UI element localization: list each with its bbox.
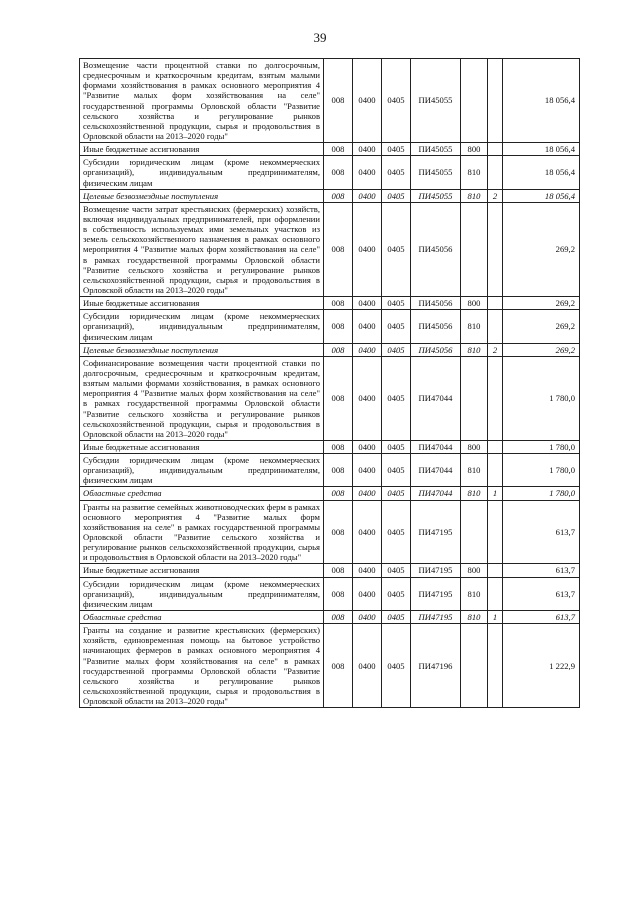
amount: 613,7 — [503, 577, 580, 610]
target-article-code: ПИ47044 — [411, 356, 461, 440]
subsection-code: 0405 — [382, 500, 411, 564]
subsection-code: 0405 — [382, 310, 411, 343]
row-name: Субсидии юридическим лицам (кроме некоммерческих организаций), индивидуальным предпринимателям, физическим лицам — [80, 577, 324, 610]
expense-type-code: 810 — [461, 189, 488, 202]
target-article-code: ПИ45055 — [411, 143, 461, 156]
section-code: 0400 — [353, 143, 382, 156]
funding-source-code — [488, 310, 503, 343]
table-row — [80, 143, 580, 156]
target-article-code: ПИ47195 — [411, 577, 461, 610]
row-name: Возмещение части затрат крестьянских (фермерских) хозяйств, включая индивидуальных предпринимателей, при оформлении в собственность используемых ими земельных участков из земель сельскохозяйственного назначения в рамках основного мероприятия 4 "Развитие малых форм хозяйствования на селе" в рамках государственной программы Орловской области "Развитие сельского хозяйства и регулирование рынков сельскохозяйственной продукции, сырья и продовольствия в Орловской области на 2013–2020 годы" — [80, 202, 324, 296]
table-row — [80, 156, 580, 189]
table-row — [80, 611, 580, 624]
subsection-code: 0405 — [382, 59, 411, 143]
table-row — [80, 440, 580, 453]
amount: 613,7 — [503, 500, 580, 564]
expense-type-code: 810 — [461, 577, 488, 610]
admin-code: 008 — [324, 487, 353, 500]
row-name: Субсидии юридическим лицам (кроме некоммерческих организаций), индивидуальным предпринимателям, физическим лицам — [80, 454, 324, 487]
funding-source-code: 1 — [488, 611, 503, 624]
admin-code: 008 — [324, 500, 353, 564]
table-row — [80, 577, 580, 610]
row-name: Областные средства — [80, 611, 324, 624]
funding-source-code — [488, 356, 503, 440]
amount: 1 780,0 — [503, 487, 580, 500]
section-code: 0400 — [353, 202, 382, 296]
subsection-code: 0405 — [382, 189, 411, 202]
section-code: 0400 — [353, 564, 382, 577]
section-code: 0400 — [353, 189, 382, 202]
row-name: Возмещение части процентной ставки по долгосрочным, среднесрочным и краткосрочным кредитам, взятым малыми формами хозяйствования в рамках основного мероприятия 4 "Развитие малых форм хозяйствования на селе" государственной программы Орловской области "Развитие сельского хозяйства и регулирование рынков сельскохозяйственной продукции, сырья и продовольствия в Орловской области на 2013–2020 годы" — [80, 59, 324, 143]
target-article-code: ПИ47195 — [411, 500, 461, 564]
admin-code: 008 — [324, 297, 353, 310]
section-code: 0400 — [353, 156, 382, 189]
admin-code: 008 — [324, 624, 353, 708]
admin-code: 008 — [324, 440, 353, 453]
funding-source-code — [488, 624, 503, 708]
section-code: 0400 — [353, 297, 382, 310]
subsection-code: 0405 — [382, 577, 411, 610]
funding-source-code — [488, 500, 503, 564]
section-code: 0400 — [353, 59, 382, 143]
section-code: 0400 — [353, 310, 382, 343]
row-name: Целевые безвозмездные поступления — [80, 189, 324, 202]
section-code: 0400 — [353, 343, 382, 356]
expense-type-code — [461, 500, 488, 564]
funding-source-code: 2 — [488, 343, 503, 356]
admin-code: 008 — [324, 156, 353, 189]
row-name: Гранты на развитие семейных животноводческих ферм в рамках основного мероприятия 4 "Развитие малых форм хозяйствования на селе" в рамках государственной программы Орловской области "Развитие сельского хозяйства и регулирование рынков сельскохозяйственной продукции, сырья и продовольствия в Орловской области на 2013–2020 годы" — [80, 500, 324, 564]
subsection-code: 0405 — [382, 143, 411, 156]
table-row — [80, 202, 580, 296]
expense-type-code: 800 — [461, 297, 488, 310]
subsection-code: 0405 — [382, 343, 411, 356]
table-row — [80, 310, 580, 343]
amount: 18 056,4 — [503, 143, 580, 156]
target-article-code: ПИ47044 — [411, 440, 461, 453]
admin-code: 008 — [324, 611, 353, 624]
table-row — [80, 487, 580, 500]
expense-type-code: 810 — [461, 156, 488, 189]
admin-code: 008 — [324, 189, 353, 202]
section-code: 0400 — [353, 487, 382, 500]
funding-source-code — [488, 577, 503, 610]
funding-source-code — [488, 564, 503, 577]
funding-source-code — [488, 454, 503, 487]
subsection-code: 0405 — [382, 564, 411, 577]
expense-type-code: 810 — [461, 454, 488, 487]
table-row — [80, 500, 580, 564]
admin-code: 008 — [324, 310, 353, 343]
subsection-code: 0405 — [382, 440, 411, 453]
funding-source-code: 2 — [488, 189, 503, 202]
table-row — [80, 343, 580, 356]
row-name: Областные средства — [80, 487, 324, 500]
admin-code: 008 — [324, 343, 353, 356]
expense-type-code — [461, 59, 488, 143]
admin-code: 008 — [324, 577, 353, 610]
target-article-code: ПИ47195 — [411, 611, 461, 624]
amount: 269,2 — [503, 202, 580, 296]
amount: 269,2 — [503, 310, 580, 343]
section-code: 0400 — [353, 624, 382, 708]
funding-source-code — [488, 297, 503, 310]
subsection-code: 0405 — [382, 297, 411, 310]
amount: 1 780,0 — [503, 454, 580, 487]
expense-type-code: 810 — [461, 310, 488, 343]
subsection-code: 0405 — [382, 611, 411, 624]
table-row — [80, 564, 580, 577]
target-article-code: ПИ45056 — [411, 202, 461, 296]
expense-type-code: 810 — [461, 611, 488, 624]
admin-code: 008 — [324, 356, 353, 440]
section-code: 0400 — [353, 440, 382, 453]
amount: 613,7 — [503, 611, 580, 624]
amount: 1 780,0 — [503, 356, 580, 440]
expense-type-code: 800 — [461, 564, 488, 577]
admin-code: 008 — [324, 454, 353, 487]
expense-type-code: 800 — [461, 440, 488, 453]
target-article-code: ПИ45056 — [411, 310, 461, 343]
target-article-code: ПИ47196 — [411, 624, 461, 708]
admin-code: 008 — [324, 564, 353, 577]
table-row — [80, 59, 580, 143]
amount: 18 056,4 — [503, 59, 580, 143]
target-article-code: ПИ45055 — [411, 189, 461, 202]
row-name: Целевые безвозмездные поступления — [80, 343, 324, 356]
subsection-code: 0405 — [382, 356, 411, 440]
table-row — [80, 189, 580, 202]
funding-source-code — [488, 143, 503, 156]
subsection-code: 0405 — [382, 487, 411, 500]
expense-type-code — [461, 202, 488, 296]
admin-code: 008 — [324, 143, 353, 156]
admin-code: 008 — [324, 59, 353, 143]
expense-type-code — [461, 356, 488, 440]
subsection-code: 0405 — [382, 624, 411, 708]
amount: 269,2 — [503, 297, 580, 310]
expense-type-code: 810 — [461, 343, 488, 356]
row-name: Гранты на создание и развитие крестьянских (фермерских) хозяйств, единовременная помощь на бытовое устройство начинающих фермеров в рамках основного мероприятия 4 "Развитие малых форм хозяйствования на селе" в рамках государственной программы Орловской области "Развитие сельского хозяйства и регулирование рынков сельскохозяйственной продукции, сырья и продовольствия в Орловской области на 2013–2020 годы" — [80, 624, 324, 708]
table-row — [80, 297, 580, 310]
row-name: Иные бюджетные ассигнования — [80, 297, 324, 310]
target-article-code: ПИ47195 — [411, 564, 461, 577]
target-article-code: ПИ45056 — [411, 343, 461, 356]
amount: 1 222,9 — [503, 624, 580, 708]
table-row — [80, 356, 580, 440]
budget-table — [79, 58, 580, 708]
expense-type-code: 800 — [461, 143, 488, 156]
target-article-code: ПИ47044 — [411, 454, 461, 487]
section-code: 0400 — [353, 500, 382, 564]
table-row — [80, 454, 580, 487]
expense-type-code: 810 — [461, 487, 488, 500]
target-article-code: ПИ45055 — [411, 156, 461, 189]
amount: 18 056,4 — [503, 156, 580, 189]
target-article-code: ПИ45055 — [411, 59, 461, 143]
row-name: Субсидии юридическим лицам (кроме некоммерческих организаций), индивидуальным предпринимателям, физическим лицам — [80, 310, 324, 343]
funding-source-code: 1 — [488, 487, 503, 500]
row-name: Иные бюджетные ассигнования — [80, 564, 324, 577]
section-code: 0400 — [353, 577, 382, 610]
funding-source-code — [488, 440, 503, 453]
target-article-code: ПИ47044 — [411, 487, 461, 500]
target-article-code: ПИ45056 — [411, 297, 461, 310]
subsection-code: 0405 — [382, 454, 411, 487]
subsection-code: 0405 — [382, 156, 411, 189]
admin-code: 008 — [324, 202, 353, 296]
amount: 269,2 — [503, 343, 580, 356]
row-name: Субсидии юридическим лицам (кроме некоммерческих организаций), индивидуальным предпринимателям, физическим лицам — [80, 156, 324, 189]
row-name: Иные бюджетные ассигнования — [80, 143, 324, 156]
budget-table-body — [80, 59, 580, 708]
amount: 613,7 — [503, 564, 580, 577]
section-code: 0400 — [353, 611, 382, 624]
subsection-code: 0405 — [382, 202, 411, 296]
amount: 18 056,4 — [503, 189, 580, 202]
amount: 1 780,0 — [503, 440, 580, 453]
funding-source-code — [488, 202, 503, 296]
funding-source-code — [488, 156, 503, 189]
page-number: 39 — [313, 30, 327, 45]
row-name: Иные бюджетные ассигнования — [80, 440, 324, 453]
expense-type-code — [461, 624, 488, 708]
row-name: Софинансирование возмещения части процентной ставки по долгосрочным, среднесрочным и краткосрочным кредитам, взятым малыми формами хозяйствования, в рамках основного мероприятия 4 "Развитие малых форм хозяйствования на селе" в рамках государственной программы Орловской области "Развитие сельского хозяйства и регулирование рынков сельскохозяйственной продукции, сырья и продовольствия в Орловской области на 2013–2020 годы" — [80, 356, 324, 440]
section-code: 0400 — [353, 454, 382, 487]
table-row — [80, 624, 580, 708]
funding-source-code — [488, 59, 503, 143]
section-code: 0400 — [353, 356, 382, 440]
